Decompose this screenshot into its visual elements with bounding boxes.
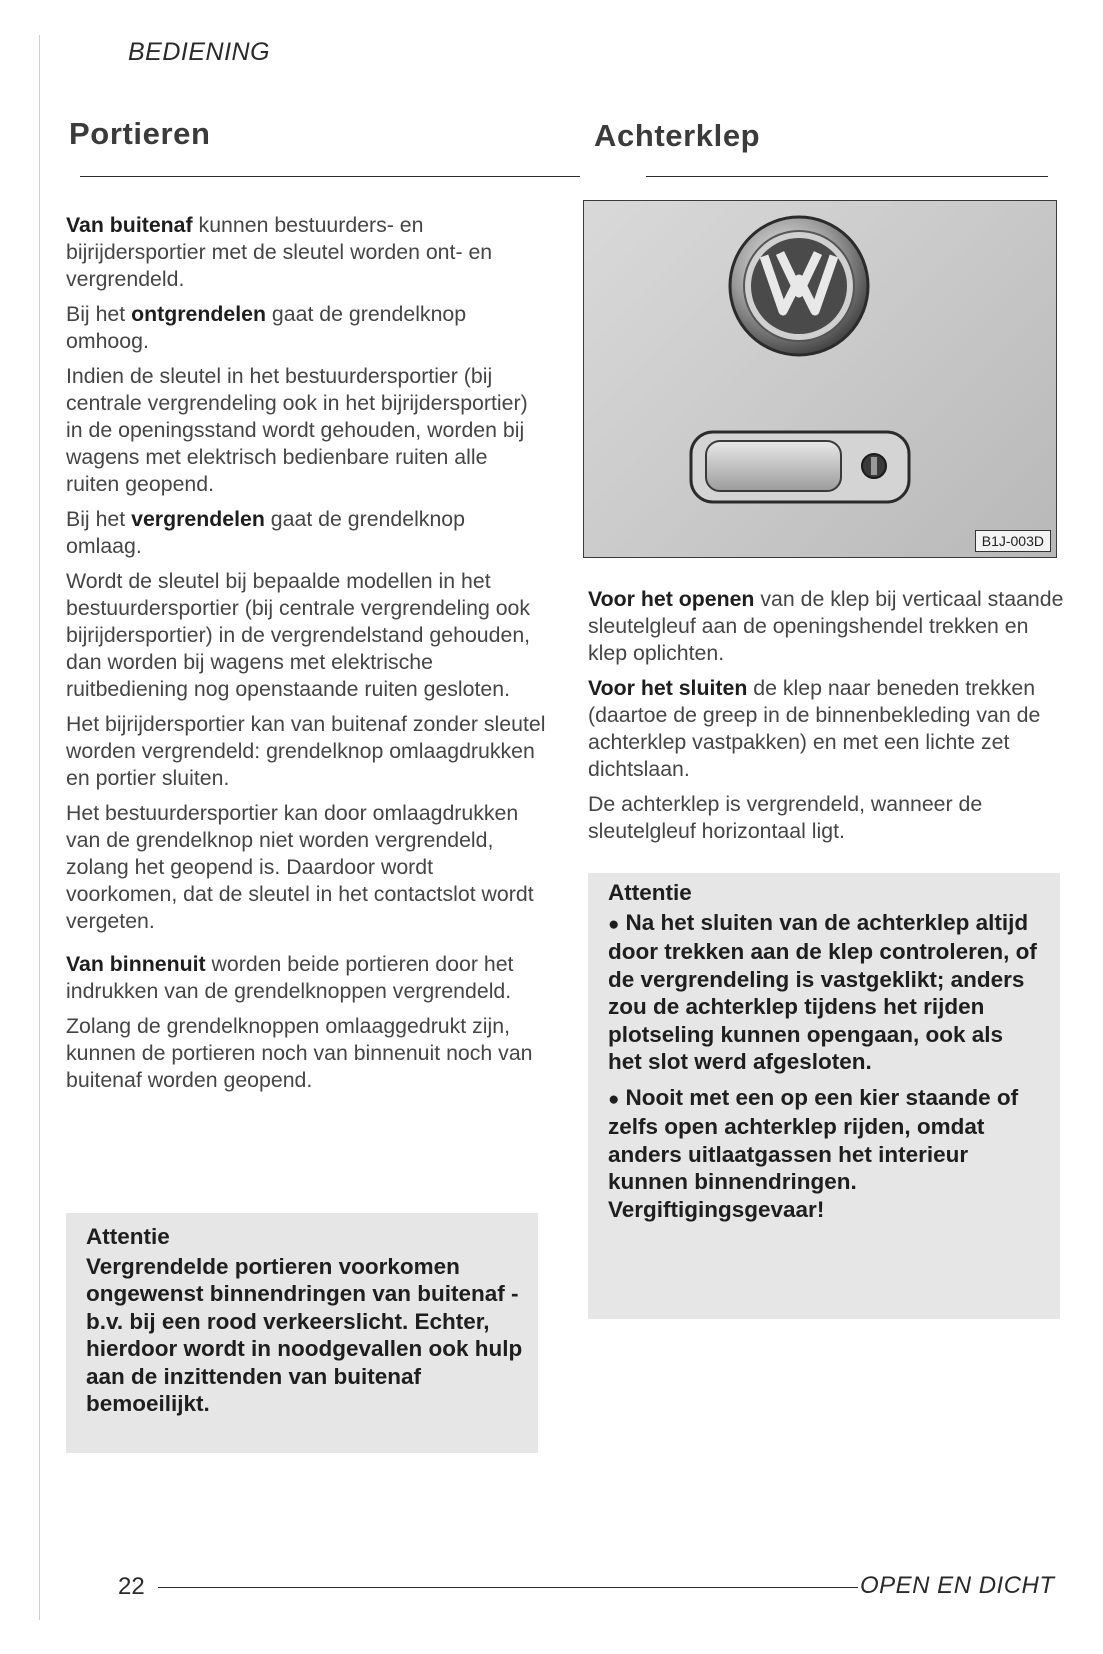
paragraph-lead: Van binnenuit: [66, 952, 206, 976]
vw-logo-icon: [730, 217, 868, 355]
paragraph: De achterklep is vergrendeld, wanneer de sleutelgleuf horizontaal ligt.: [588, 792, 983, 843]
warning-title: Attentie: [86, 1224, 170, 1249]
section-label: BEDIENING: [128, 38, 271, 66]
warning-item-text: Nooit met een op een kier staande of zelfs open achterklep rijden, omdat anders uitlaatgassen het interieur kunnen binnendringen. Vergiftigingsgevaar!: [608, 1084, 1019, 1222]
tailgate-handle-icon: [691, 432, 909, 502]
paragraph: Het bestuurdersportier kan door omlaagdrukken van de grendelknop niet worden vergrendeld, zolang het geopend is. Daardoor wordt voorkomen, dat de sleutel in het contactslot wordt vergeten.: [66, 801, 534, 933]
paragraph-lead: Voor het openen: [588, 587, 755, 611]
paragraph-lead: Van buitenaf: [66, 213, 193, 237]
warning-box-achterklep: [588, 873, 1060, 1319]
paragraph: Het bijrijdersportier kan van buitenaf zonder sleutel worden vergrendeld: grendelknop omlaagdrukken en portier sluiten.: [66, 712, 546, 790]
chapter-title: OPEN EN DICHT: [860, 1572, 1055, 1599]
paragraph: [66, 951, 546, 1005]
warning-item: [608, 909, 1040, 1076]
paragraph: Indien de sleutel in het bestuurdersportier (bij centrale vergrendeling ook in het bijrijdersportier) in de openingsstand wordt gehouden, worden bij wagens met elektrisch bedienbare ruiten alle ruiten geopend.: [66, 364, 528, 496]
tailgate-photo: [583, 200, 1057, 558]
heading-portieren: Portieren: [69, 116, 211, 151]
paragraph-text: Bij het: [66, 302, 132, 326]
paragraph: [66, 212, 546, 293]
paragraph-lead: Voor het sluiten: [588, 676, 748, 700]
paragraph: [588, 675, 1068, 783]
paragraph: Wordt de sleutel bij bepaalde modellen in het bestuurdersportier (bij centrale vergrendeling ook bijrijdersportier) in de vergrendelstand gehouden, dan worden bij wagens met elektrische ruitbediening nog openstaande ruiten gesloten.: [66, 569, 531, 701]
paragraph-lead: vergrendelen: [131, 507, 265, 531]
paragraph: [66, 301, 546, 355]
paragraph-text: worden beide portieren door het indrukken van de grendelknoppen vergrendeld.: [66, 952, 514, 1003]
paragraph: [66, 506, 546, 560]
warning-title: Attentie: [608, 880, 692, 905]
paragraph-text: gaat de grendelknop omlaag.: [66, 507, 465, 558]
paragraph-text: gaat de grendelknop omhoog.: [66, 302, 467, 353]
footer-rule: [158, 1587, 858, 1588]
image-code: B1J-003D: [975, 530, 1051, 552]
warning-item-text: Na het sluiten van de achterklep altijd door trekken aan de klep controleren, of de vergrendeling is vastgeklikt; anders zou de achterklep tijdens het rijden plotseling kunnen opengaan, ook als het slot werd afgesloten.: [608, 909, 1037, 1074]
bullet-icon: ●: [608, 1088, 620, 1110]
heading-achterklep: Achterklep: [594, 118, 761, 153]
warning-box-portieren: [66, 1213, 538, 1453]
page-number: 22: [118, 1573, 145, 1600]
paragraph-text: de klep naar beneden trekken (daartoe de greep in de binnenbekleding van de achterklep vastpakken) en met een lichte zet dichtslaan.: [588, 676, 1041, 781]
page-margin-line: [39, 35, 40, 1620]
achterklep-body: [588, 586, 1068, 853]
paragraph-text: kunnen bestuurders- en bijrijdersportier met de sleutel worden ont- en vergrendeld.: [66, 213, 493, 291]
warning-text: Vergrendelde portieren voorkomen ongewenst binnendringen van buitenaf - b.v. bij een rood verkeerslicht. Echter, hierdoor wordt in noodgevallen ook hulp aan de inzittenden van buitenaf bemoeilijkt.: [86, 1253, 523, 1416]
paragraph: [588, 586, 1068, 667]
warning-item: [608, 1084, 1040, 1224]
paragraph: Zolang de grendelknoppen omlaaggedrukt zijn, kunnen de portieren noch van binnenuit noch van buitenaf worden geopend.: [66, 1014, 533, 1092]
paragraph-lead: ontgrendelen: [131, 302, 266, 326]
tailgate-illustration: [584, 201, 1056, 557]
right-heading-rule: [646, 176, 1048, 177]
paragraph-text: Bij het: [66, 507, 132, 531]
left-heading-rule: [80, 176, 580, 177]
portieren-body: [66, 212, 546, 1102]
bullet-icon: ●: [608, 913, 620, 935]
paragraph-text: van de klep bij verticaal staande sleutelgleuf aan de openingshendel trekken en klep oplichten.: [588, 587, 1064, 665]
